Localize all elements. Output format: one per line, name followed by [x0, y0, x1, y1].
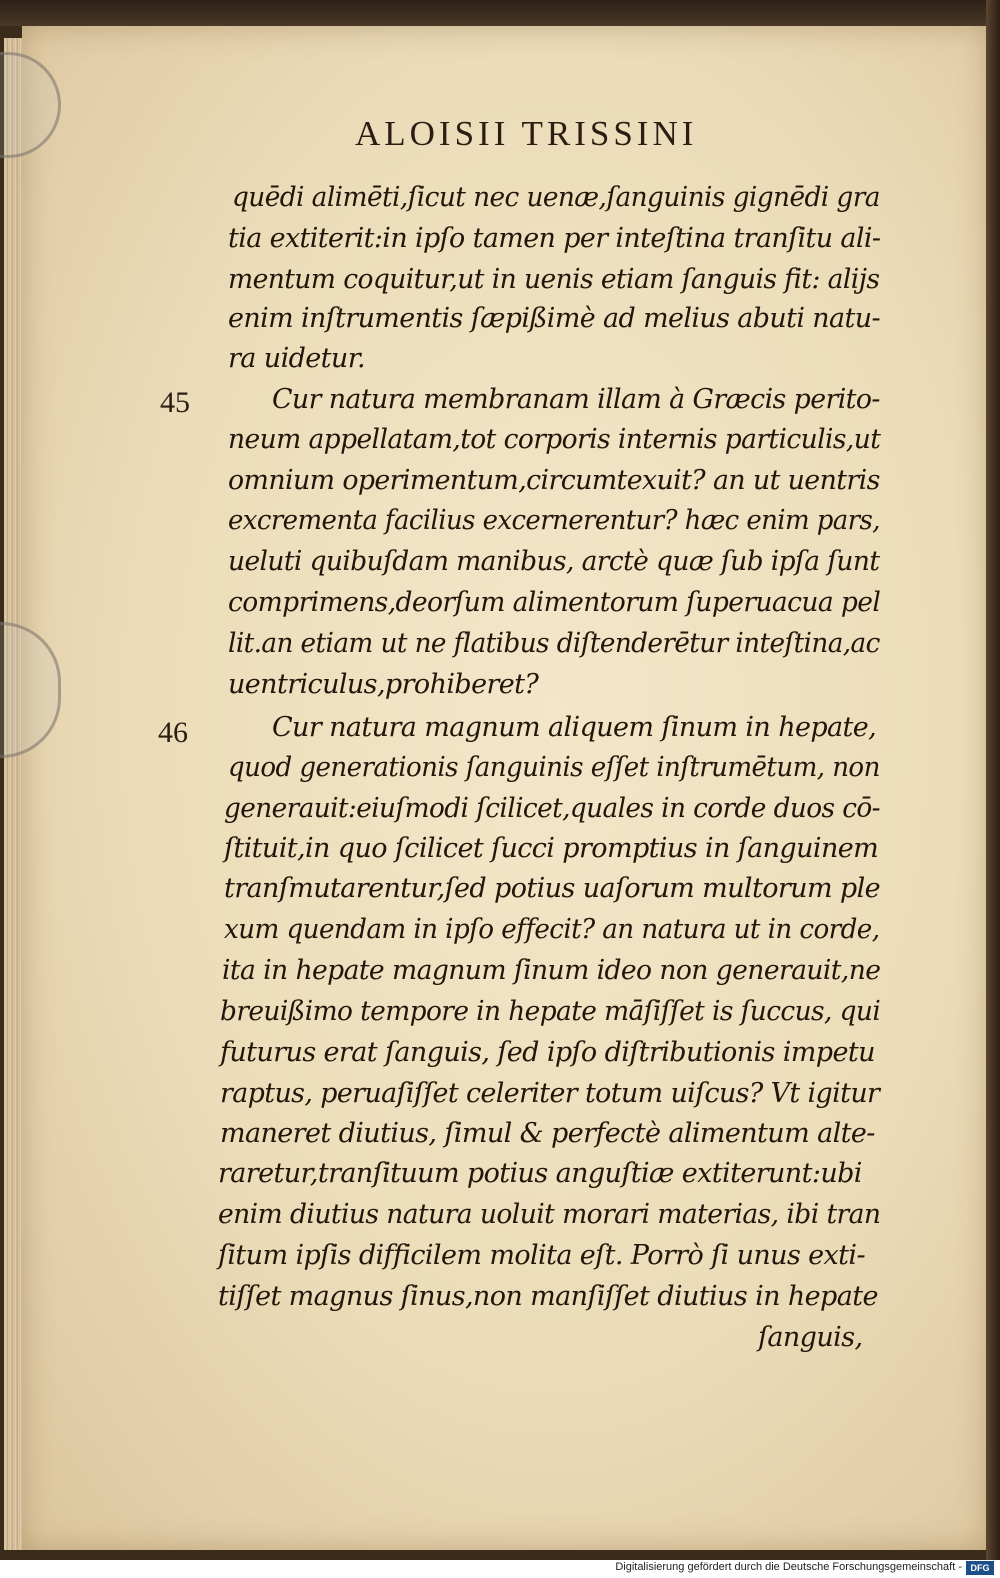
text-line: mentum coquitur,ut in uenis etiam ſanguis fit: alijs — [228, 264, 880, 295]
running-title: ALOISII TRISSINI — [355, 114, 698, 153]
text-line: tiſſet magnus ſinus,non manſiſſet diutius in hepate — [218, 1281, 878, 1312]
text-line: generauit:eiuſmodi ſcilicet,quales in corde duos cō- — [224, 793, 880, 824]
text-line: ita in hepate magnum ſinum ideo non generauit,ne — [222, 955, 881, 986]
text-line: uentriculus,prohiberet? — [228, 669, 539, 700]
text-line: breuißimo tempore in hepate māſiſſet is ſuccus, qui — [220, 996, 881, 1027]
text-line: lit.an etiam ut ne flatibus diſtenderētur inteſtina,ac — [228, 628, 880, 659]
top-shadow — [0, 0, 1000, 26]
text-line: quod generationis ſanguinis eſſet inſtrumētum, non — [228, 752, 880, 783]
text-line: futurus erat ſanguis, ſed ipſo diſtributionis impetu — [220, 1037, 875, 1068]
text-line: tranſmutarentur,ſed potius uaſorum multorum ple — [224, 873, 881, 904]
binding-edge — [986, 0, 1000, 1560]
text-line: enim diutius natura uoluit morari materias, ibi tran — [218, 1199, 881, 1230]
catchword: ſanguis, — [758, 1322, 863, 1353]
text-line: enim inſtrumentis ſæpißimè ad melius abuti natu- — [228, 303, 880, 334]
funding-credit: Digitalisierung gefördert durch die Deutsche Forschungsgemeinschaft - — [615, 1561, 962, 1573]
section-number-46: 46 — [158, 716, 188, 749]
text-line: ra uidetur. — [228, 343, 366, 374]
section-number-45: 45 — [160, 386, 190, 419]
text-line: raretur,tranſituum potius anguſtiæ extiterunt:ubi — [218, 1158, 862, 1189]
text-line: ſtituit,in quo ſcilicet ſucci promptius in ſanguinem — [224, 833, 879, 864]
text-line: quēdi alimēti,ſicut nec uenæ,ſanguinis gignēdi gra — [232, 182, 880, 213]
text-line: maneret diutius, ſimul & perfectè alimentum alte- — [220, 1118, 875, 1149]
text-line: tia extiterit:in ipſo tamen per inteſtina tranſitu ali- — [228, 223, 881, 254]
dfg-logo: DFG — [966, 1561, 994, 1575]
text-line: Cur natura membranam illam à Græcis perito- — [272, 384, 880, 415]
text-line: ſitum ipſis difficilem molita eſt. Porrò ſi unus exti- — [218, 1240, 865, 1271]
text-line: Cur natura magnum aliquem ſinum in hepate, — [272, 712, 877, 743]
text-line: raptus, peruaſiſſet celeriter totum uiſcus? Vt igitur — [220, 1078, 880, 1109]
text-line: neum appellatam,tot corporis internis particulis,ut — [228, 424, 881, 455]
text-line: omnium operimentum,circumtexuit? an ut uentris — [228, 465, 880, 496]
text-line: ueluti quibuſdam manibus, arctè quæ ſub ipſa ſunt — [228, 546, 880, 577]
text-line: comprimens,deorſum alimentorum ſuperuacua pel — [228, 587, 881, 618]
text-line: xum quendam in ipſo effecit? an natura ut in corde, — [224, 914, 880, 945]
text-line: excrementa facilius excernerentur? hæc enim pars, — [228, 505, 880, 536]
